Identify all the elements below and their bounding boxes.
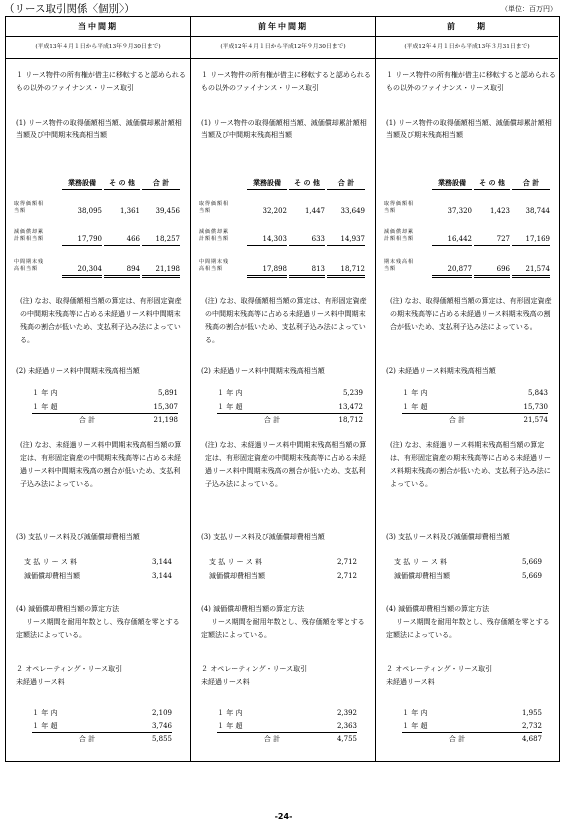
s3-row-label: 減価償却費相当額 (394, 572, 450, 580)
unit-label: （単位：百万円） (501, 5, 557, 13)
table-col-head: 業務設備 (247, 177, 287, 190)
section-1a-heading: (1) リース物件の取得価額相当額、減価償却累計額相当額及び中間期末残高相当額 (16, 119, 182, 139)
table-row-label: 中間期末残高相当額 (199, 259, 230, 272)
table-cell: 17,898 (247, 263, 287, 278)
table-cell: 18,257 (142, 233, 180, 246)
s3-row-value: 5,669 (521, 572, 542, 580)
section-1a-heading: (1) リース物件の取得価額相当額、減価償却累計額相当額及び中間期末残高相当額 (201, 119, 367, 139)
s5-row-value: 3,746 (116, 720, 172, 733)
table-row-label: 減価償却累計額相当額 (14, 229, 45, 242)
table-col-head: 合 計 (512, 177, 550, 190)
s3-row-value: 3,144 (151, 572, 172, 580)
s5-row-label: １ 年 超 (32, 720, 142, 733)
table-cell: 466 (104, 233, 140, 246)
s2-row-label: 合 計 (448, 416, 466, 424)
section-5a-heading: 未経過リース料 (16, 678, 65, 686)
s5-row-label: １ 年 超 (217, 720, 327, 733)
table-cell: 14,937 (327, 233, 365, 246)
s2-row-label: １ 年 内 (217, 389, 243, 397)
s2-row-value: 21,574 (523, 416, 548, 424)
s5-row-label: １ 年 超 (402, 720, 512, 733)
section-2-heading: (2) 未経過リース料中間期末残高相当額 (16, 367, 140, 375)
note-1: (注) なお、取得価額相当額の算定は、有形固定資産の中間期末残高等に占める未経過リース料中間期末残高の割合が低いため、支払利子込み法によっている。 (20, 297, 182, 344)
s5-row-value: 2,392 (336, 709, 357, 717)
table-cell: 17,790 (62, 233, 102, 246)
s5-row-value: 4,687 (521, 735, 542, 743)
table-cell: 21,198 (142, 263, 180, 278)
table-cell: 1,423 (489, 207, 510, 215)
section-1-heading: １ リース物件の所有権が借主に移転すると認められるもの以外のファイナンス・リース取引 (201, 71, 371, 92)
section-1a-heading: (1) リース物件の取得価額相当額、減価償却累計額相当額及び期末残高相当額 (386, 119, 552, 139)
s2-row-label: 合 計 (78, 416, 96, 424)
section-2-heading: (2) 未経過リース料中間期末残高相当額 (201, 367, 325, 375)
s2-row-value: 5,843 (527, 389, 548, 397)
page-number: -24- (274, 812, 293, 821)
s3-row-value: 3,144 (151, 558, 172, 566)
table-col-head: そ の 他 (474, 177, 510, 190)
s5-row-label: １ 年 内 (402, 709, 428, 717)
column-2 (376, 17, 558, 761)
lease-table (5, 16, 560, 762)
s5-row-label: 合 計 (78, 735, 96, 743)
table-cell: 894 (104, 263, 140, 278)
column-period: (平成13年４月１日から平成13年９月30日まで) (6, 37, 190, 59)
table-cell: 1,447 (304, 207, 325, 215)
s3-row-value: 2,712 (336, 572, 357, 580)
column-header: 前 期 (376, 17, 558, 37)
note-2: (注) なお、未経過リース料中間期末残高相当額の算定は、有形固定資産の中間期末残高等に占める未経過リース料中間期末残高の割合が低いため、支払利子込み法によっている。 (20, 441, 182, 488)
s3-row-label: 支 払 リ ー ス 料 (24, 558, 78, 566)
table-row-label: 取得価額相当額 (199, 201, 230, 214)
s5-row-value: 1,955 (521, 709, 542, 717)
table-cell: 33,649 (340, 207, 365, 215)
s2-row-label: １ 年 超 (217, 401, 327, 414)
table-cell: 17,169 (512, 233, 550, 246)
note-1: (注) なお、取得価額相当額の算定は、有形固定資産の期末残高等に占める未経過リース料期末残高の割合が低いため、支払利子込み法によっている。 (390, 297, 552, 331)
s2-row-label: １ 年 内 (32, 389, 58, 397)
table-row-label: 減価償却累計額相当額 (199, 229, 230, 242)
table-cell: 16,442 (432, 233, 472, 246)
section-5-heading: ２ オペレーティング・リース取引 (16, 665, 123, 673)
s3-row-label: 減価償却費相当額 (24, 572, 80, 580)
table-row-label: 減価償却累計額相当額 (384, 229, 415, 242)
s2-row-label: １ 年 超 (402, 401, 512, 414)
table-cell: 813 (289, 263, 325, 278)
table-cell: 1,361 (119, 207, 140, 215)
s2-row-value: 15,730 (486, 401, 548, 414)
table-row-label: 取得価額相当額 (14, 201, 45, 214)
s3-row-value: 2,712 (336, 558, 357, 566)
table-col-head: そ の 他 (104, 177, 140, 190)
section-3-heading: (3) 支払リース料及び減価償却費相当額 (201, 533, 325, 541)
section-5a-heading: 未経過リース料 (201, 678, 250, 686)
s3-row-label: 減価償却費相当額 (209, 572, 265, 580)
table-col-head: 合 計 (327, 177, 365, 190)
section-5-heading: ２ オペレーティング・リース取引 (386, 665, 493, 673)
table-col-head: 業務設備 (432, 177, 472, 190)
s2-row-value: 13,472 (301, 401, 363, 414)
note-2: (注) なお、未経過リース料期末残高相当額の算定は、有形固定資産の期末残高等に占める未経過リース料期末残高の割合が低いため、支払利子込み法によっている。 (390, 441, 551, 488)
section-5a-heading: 未経過リース料 (386, 678, 435, 686)
table-row-label: 取得価額相当額 (384, 201, 415, 214)
section-4-text: リース期間を耐用年数とし、残存価額を零とする定額法によっている。 (16, 618, 180, 639)
table-cell: 38,744 (525, 207, 550, 215)
table-cell: 696 (474, 263, 510, 278)
column-header: 前年中間期 (191, 17, 375, 37)
s2-row-label: １ 年 内 (402, 389, 428, 397)
s5-row-value: 4,755 (336, 735, 357, 743)
s5-row-label: 合 計 (263, 735, 281, 743)
section-4-heading: (4) 減価償却費相当額の算定方法 (201, 605, 305, 613)
table-cell: 21,574 (512, 263, 550, 278)
table-cell: 39,456 (155, 207, 180, 215)
section-3-heading: (3) 支払リース料及び減価償却費相当額 (16, 533, 140, 541)
section-4-text: リース期間を耐用年数とし、残存価額を零とする定額法によっている。 (201, 618, 365, 639)
note-2: (注) なお、未経過リース料中間期末残高相当額の算定は、有形固定資産の中間期末残高等に占める未経過リース料中間期末残高の割合が低いため、支払利子込み法によっている。 (205, 441, 367, 488)
note-1: (注) なお、取得価額相当額の算定は、有形固定資産の中間期末残高等に占める未経過リース料中間期末残高の割合が低いため、支払利子込み法によっている。 (205, 297, 367, 344)
column-period: (平成12年４月１日から平成12年９月30日まで) (191, 37, 375, 59)
s2-row-value: 15,307 (116, 401, 178, 414)
table-cell: 18,712 (327, 263, 365, 278)
section-4-heading: (4) 減価償却費相当額の算定方法 (386, 605, 490, 613)
table-cell: 727 (474, 233, 510, 246)
s5-row-value: 2,363 (301, 720, 357, 733)
section-1-heading: １ リース物件の所有権が借主に移転すると認められるもの以外のファイナンス・リース取引 (16, 71, 186, 92)
column-period: (平成12年４月１日から平成13年３月31日まで) (376, 37, 558, 59)
table-cell: 37,320 (447, 207, 472, 215)
section-2-heading: (2) 未経過リース料期末残高相当額 (386, 367, 496, 375)
table-cell: 14,303 (247, 233, 287, 246)
section-4-heading: (4) 減価償却費相当額の算定方法 (16, 605, 120, 613)
section-3-heading: (3) 支払リース料及び減価償却費相当額 (386, 533, 510, 541)
s2-row-label: 合 計 (263, 416, 281, 424)
table-cell: 20,304 (62, 263, 102, 278)
s2-row-value: 5,239 (342, 389, 363, 397)
s5-row-value: 2,732 (486, 720, 542, 733)
s5-row-label: １ 年 内 (217, 709, 243, 717)
s3-row-value: 5,669 (521, 558, 542, 566)
table-row-label: 期末残高相当額 (384, 259, 415, 272)
section-4-text: リース期間を耐用年数とし、残存価額を零とする定額法によっている。 (386, 618, 550, 639)
page-title: （リース取引関係〈個別〉） (4, 3, 135, 15)
s5-row-label: 合 計 (448, 735, 466, 743)
s3-row-label: 支 払 リ ー ス 料 (209, 558, 263, 566)
table-cell: 32,202 (262, 207, 287, 215)
s5-row-value: 2,109 (151, 709, 172, 717)
section-1-heading: １ リース物件の所有権が借主に移転すると認められるもの以外のファイナンス・リース取引 (386, 71, 556, 92)
table-row-label: 中間期末残高相当額 (14, 259, 45, 272)
column-header: 当中間期 (6, 17, 190, 37)
table-col-head: 業務設備 (62, 177, 102, 190)
table-col-head: 合 計 (142, 177, 180, 190)
s3-row-label: 支 払 リ ー ス 料 (394, 558, 448, 566)
s5-row-label: １ 年 内 (32, 709, 58, 717)
table-cell: 633 (289, 233, 325, 246)
s2-row-value: 18,712 (338, 416, 363, 424)
table-cell: 20,877 (432, 263, 472, 278)
table-cell: 38,095 (77, 207, 102, 215)
column-0 (6, 17, 191, 761)
s2-row-value: 5,891 (157, 389, 178, 397)
column-1 (191, 17, 376, 761)
s2-row-label: １ 年 超 (32, 401, 142, 414)
s5-row-value: 5,855 (151, 735, 172, 743)
s2-row-value: 21,198 (153, 416, 178, 424)
section-5-heading: ２ オペレーティング・リース取引 (201, 665, 308, 673)
table-col-head: そ の 他 (289, 177, 325, 190)
